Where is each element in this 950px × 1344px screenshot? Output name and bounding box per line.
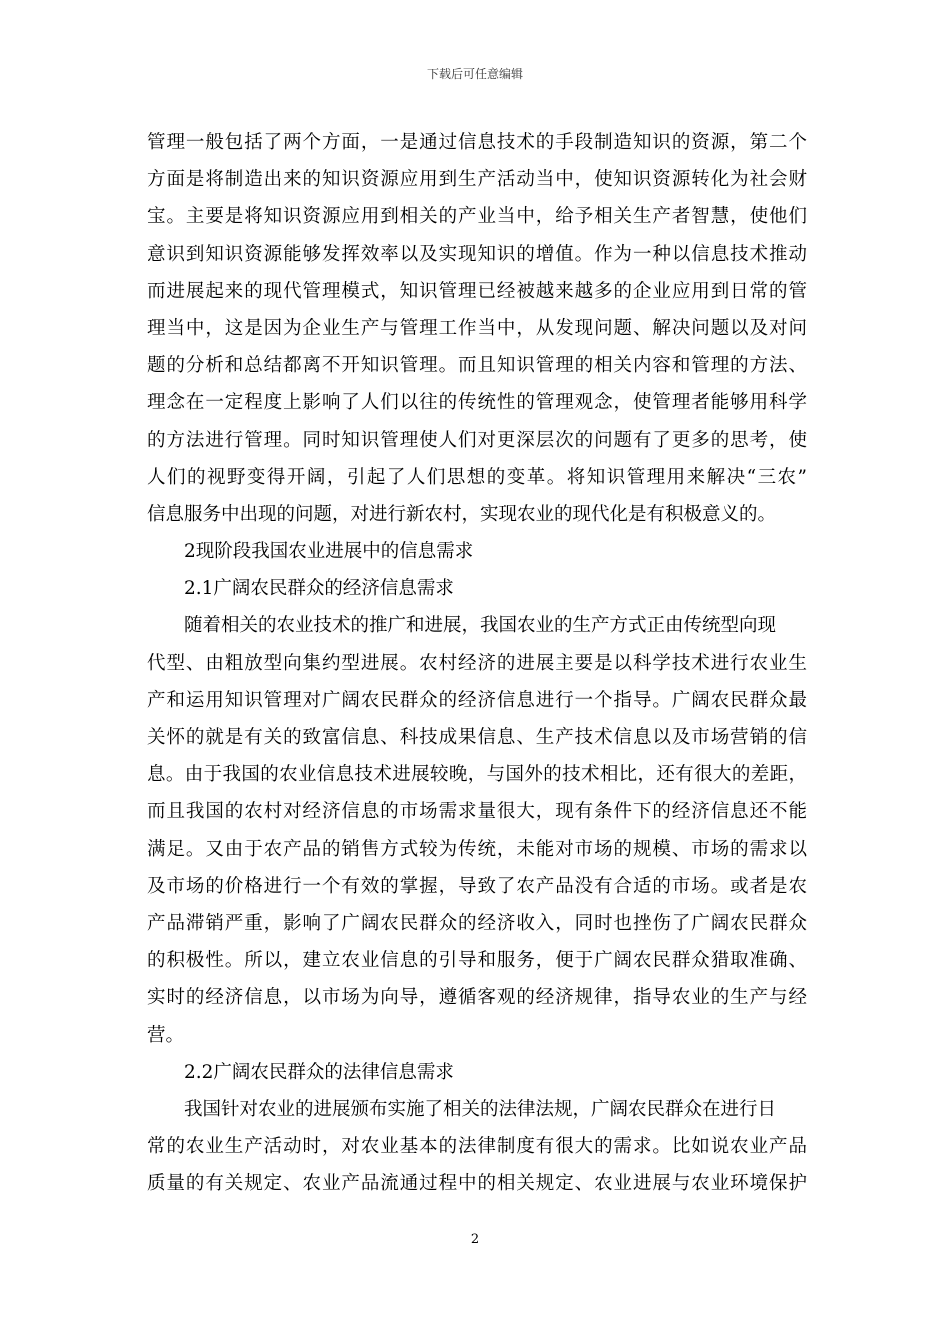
paragraph-line: 意识到知识资源能够发挥效率以及实现知识的增值。作为一种以信息技术推动 [147,243,807,265]
paragraph-line: 及市场的价格进行一个有效的掌握，导致了农产品没有合适的市场。或者是农 [147,875,807,897]
paragraph-line: 产品滞销严重，影响了广阔农民群众的经济收入，同时也挫伤了广阔农民群众 [147,912,807,934]
paragraph-line: 信息服务中出现的问题，对进行新农村，实现农业的现代化是有积极意义的。 [147,503,777,525]
paragraph-line: 代型、由粗放型向集约型进展。农村经济的进展主要是以科学技术进行农业生 [147,652,807,674]
paragraph-line: 常的农业生产活动时，对农业基本的法律制度有很大的需求。比如说农业产品 [147,1136,807,1158]
paragraph-line: 理念在一定程度上影响了人们以往的传统性的管理观念，使管理者能够用科学 [147,392,807,414]
page-number: 2 [470,1232,480,1247]
paragraph-line: 人们的视野变得开阔，引起了人们思想的变革。将知识管理用来解决“三农” [147,466,807,488]
paragraph-line: 管理一般包括了两个方面，一是通过信息技术的手段制造知识的资源，第二个 [147,132,807,153]
document-body [147,124,807,1202]
paragraph-line: 宝。主要是将知识资源应用到相关的产业当中，给予相关生产者智慧，使他们 [147,206,807,228]
paragraph-line-indented: 2.2广阔农民群众的法律信息需求 [184,1061,454,1083]
paragraph-line: 营。 [147,1024,185,1046]
paragraph-line: 题的分析和总结都离不开知识管理。而且知识管理的相关内容和管理的方法、 [147,355,807,377]
paragraph-line: 而且我国的农村对经济信息的市场需求量很大，现有条件下的经济信息还不能 [147,801,807,823]
page-header: 下载后可任意编辑 [426,67,523,81]
paragraph-line: 实时的经济信息，以市场为向导，遵循客观的经济规律，指导农业的生产与经 [147,987,807,1009]
paragraph-line: 质量的有关规定、农业产品流通过程中的相关规定、农业进展与农业环境保护 [147,1173,807,1195]
paragraph-line: 满足。又由于农产品的销售方式较为传统，未能对市场的规模、市场的需求以 [147,838,807,860]
paragraph-line-indented: 2现阶段我国农业进展中的信息需求 [184,541,474,563]
paragraph-line: 方面是将制造出来的知识资源应用到生产活动当中，使知识资源转化为社会财 [147,169,807,191]
paragraph-line: 息。由于我国的农业信息技术进展较晚，与国外的技术相比，还有很大的差距， [147,764,807,786]
paragraph-line: 的方法进行管理。同时知识管理使人们对更深层次的问题有了更多的思考，使 [147,429,807,451]
paragraph-line-indented: 我国针对农业的进展颁布实施了相关的法律法规，广阔农民群众在进行日 [184,1098,777,1120]
paragraph-line: 产和运用知识管理对广阔农民群众的经济信息进行一个指导。广阔农民群众最 [147,689,807,711]
paragraph-line: 理当中，这是因为企业生产与管理工作当中，从发现问题、解决问题以及对问 [147,317,807,339]
paragraph-line: 而进展起来的现代管理模式，知识管理已经被越来越多的企业应用到日常的管 [147,280,807,302]
paragraph-line: 关怀的就是有关的致富信息、科技成果信息、生产技术信息以及市场营销的信 [147,727,807,748]
paragraph-line: 的积极性。所以，建立农业信息的引导和服务，便于广阔农民群众猎取准确、 [147,950,807,972]
paragraph-line-indented: 2.1广阔农民群众的经济信息需求 [184,578,454,600]
paragraph-line-indented: 随着相关的农业技术的推广和进展，我国农业的生产方式正由传统型向现 [184,615,777,637]
